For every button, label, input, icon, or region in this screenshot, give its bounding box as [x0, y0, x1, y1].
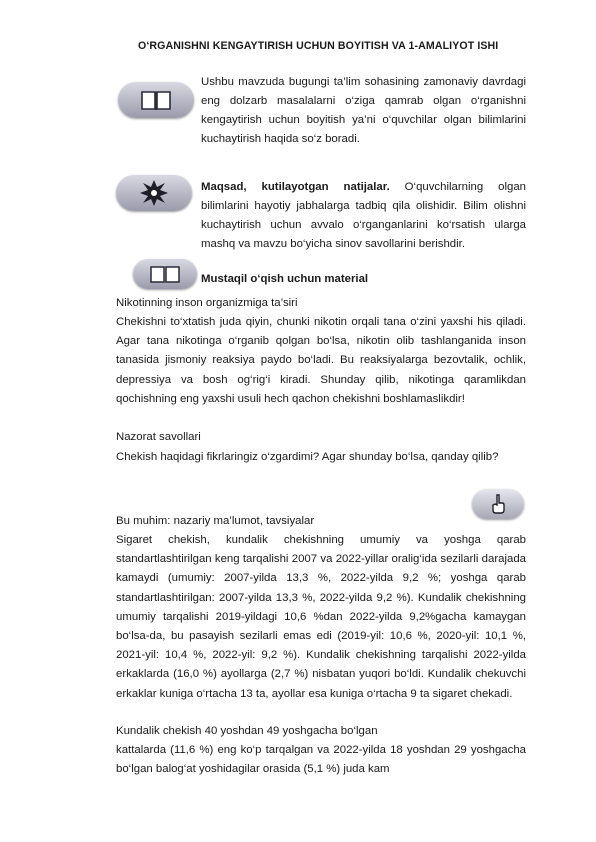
- reading-label: Mustaqil o‘qish uchun material: [201, 273, 369, 285]
- intro-text: Ushbu mavzuda bugungi ta’lim sohasining zamonaviy davrdagi eng dolzarb masalalarni o‘ziga qamrab olgan o‘rganishni kengaytirish uchun boyitish ya’ni o‘quvchilar olgan bilimlarini kuchaytirish haqida so‘z boradi.: [201, 76, 526, 145]
- important-label: Bu muhim: nazariy ma’lumot, tavsiyalar: [116, 515, 315, 527]
- goal-block: [201, 178, 526, 254]
- goal-text: O‘quvchilarning olgan bilimlarini hayotiy jabhalarga tadbiq qila olishidir. Bilim olishni kuchaytirish uchun avvalo o‘rganganlarini ko‘rsatish ularga mashq va mavzu bo‘yicha sinov savollarini berishdir.: [201, 181, 526, 250]
- open-book-icon: [118, 82, 194, 118]
- age-line: Kundalik chekish 40 yoshdan 49 yoshgacha bo‘lgan: [116, 725, 378, 737]
- control-label: Nazorat savollari: [116, 431, 201, 443]
- page-title: O‘RGANISHNI KENGAYTIRISH UCHUN BOYITISH VA 1-AMALIYOT ISHI: [138, 40, 499, 52]
- reading-text: Chekishni to‘xtatish juda qiyin, chunki nikotin orqali tana o‘zini yaxshi his qiladi. Agar tana nikotinga o‘rganib qolgan bo‘lsa, nikotin olib tashlanganida inson tanasida jismoniy reaksiya paydo bo‘ladi. Bu reaksiyalarga bezovtalik, ochlik, depressiya va bosh og‘rig‘i kiradi. Shunday qilib, nikotinga qaramlikdan qochishning eng yaxshi usuli hech qachon chekishni boshlamaslikdir!: [116, 316, 526, 405]
- target-burst-icon: [116, 175, 192, 211]
- book-icon: [133, 259, 197, 289]
- control-question: Chekish haqidagi fikrlaringiz o‘zgardimi? Agar shunday bo‘lsa, qanday qilib?: [116, 451, 499, 463]
- goal-label: Maqsad, kutilayotgan natijalar.: [201, 181, 390, 193]
- important-text: Sigaret chekish, kundalik chekishning umumiy va yoshga qarab standartlashtirilgan keng tarqalishi 2007 va 2022-yillar oralig‘ida sezilarli darajada kamaydi (umumiy: 2007-yilda 13,3 %, 2022-yilda 9,2 %; yoshga qarab standartlashtirilgan: 2007-yilda 13,3 %, 2022-yilda 9,2 %). Kundalik chekishning umumiy tarqalishi 2019-yildagi 10,6 %dan 2022-yilda 9,2%gacha kamaygan bo‘lsa-da, bu pasayish sezilarli emas edi (2019-yil: 10,6 %, 2020-yil: 10,1 %, 2021-yil: 10,4 %, 2022-yil: 9,2 %). Kundalik chekishning tarqalishi 2022-yilda erkaklarda (16,0 %) ayollarga (2,7 %) nisbatan yuqori bo‘ldi. Kundalik chekuvchi erkaklar kuniga o‘rtacha 13 ta, ayollar esa kuniga o‘rtacha 9 ta sigaret chekadi.: [116, 534, 526, 700]
- age-text: kattalarda (11,6 %) eng ko‘p tarqalgan va 2022-yilda 18 yoshdan 29 yoshgacha bo‘lgan balog‘at yoshidagilar orasida (5,1 %) juda kam: [116, 744, 526, 776]
- reading-topic: Nikotinning inson organizmiga ta’siri: [116, 297, 298, 309]
